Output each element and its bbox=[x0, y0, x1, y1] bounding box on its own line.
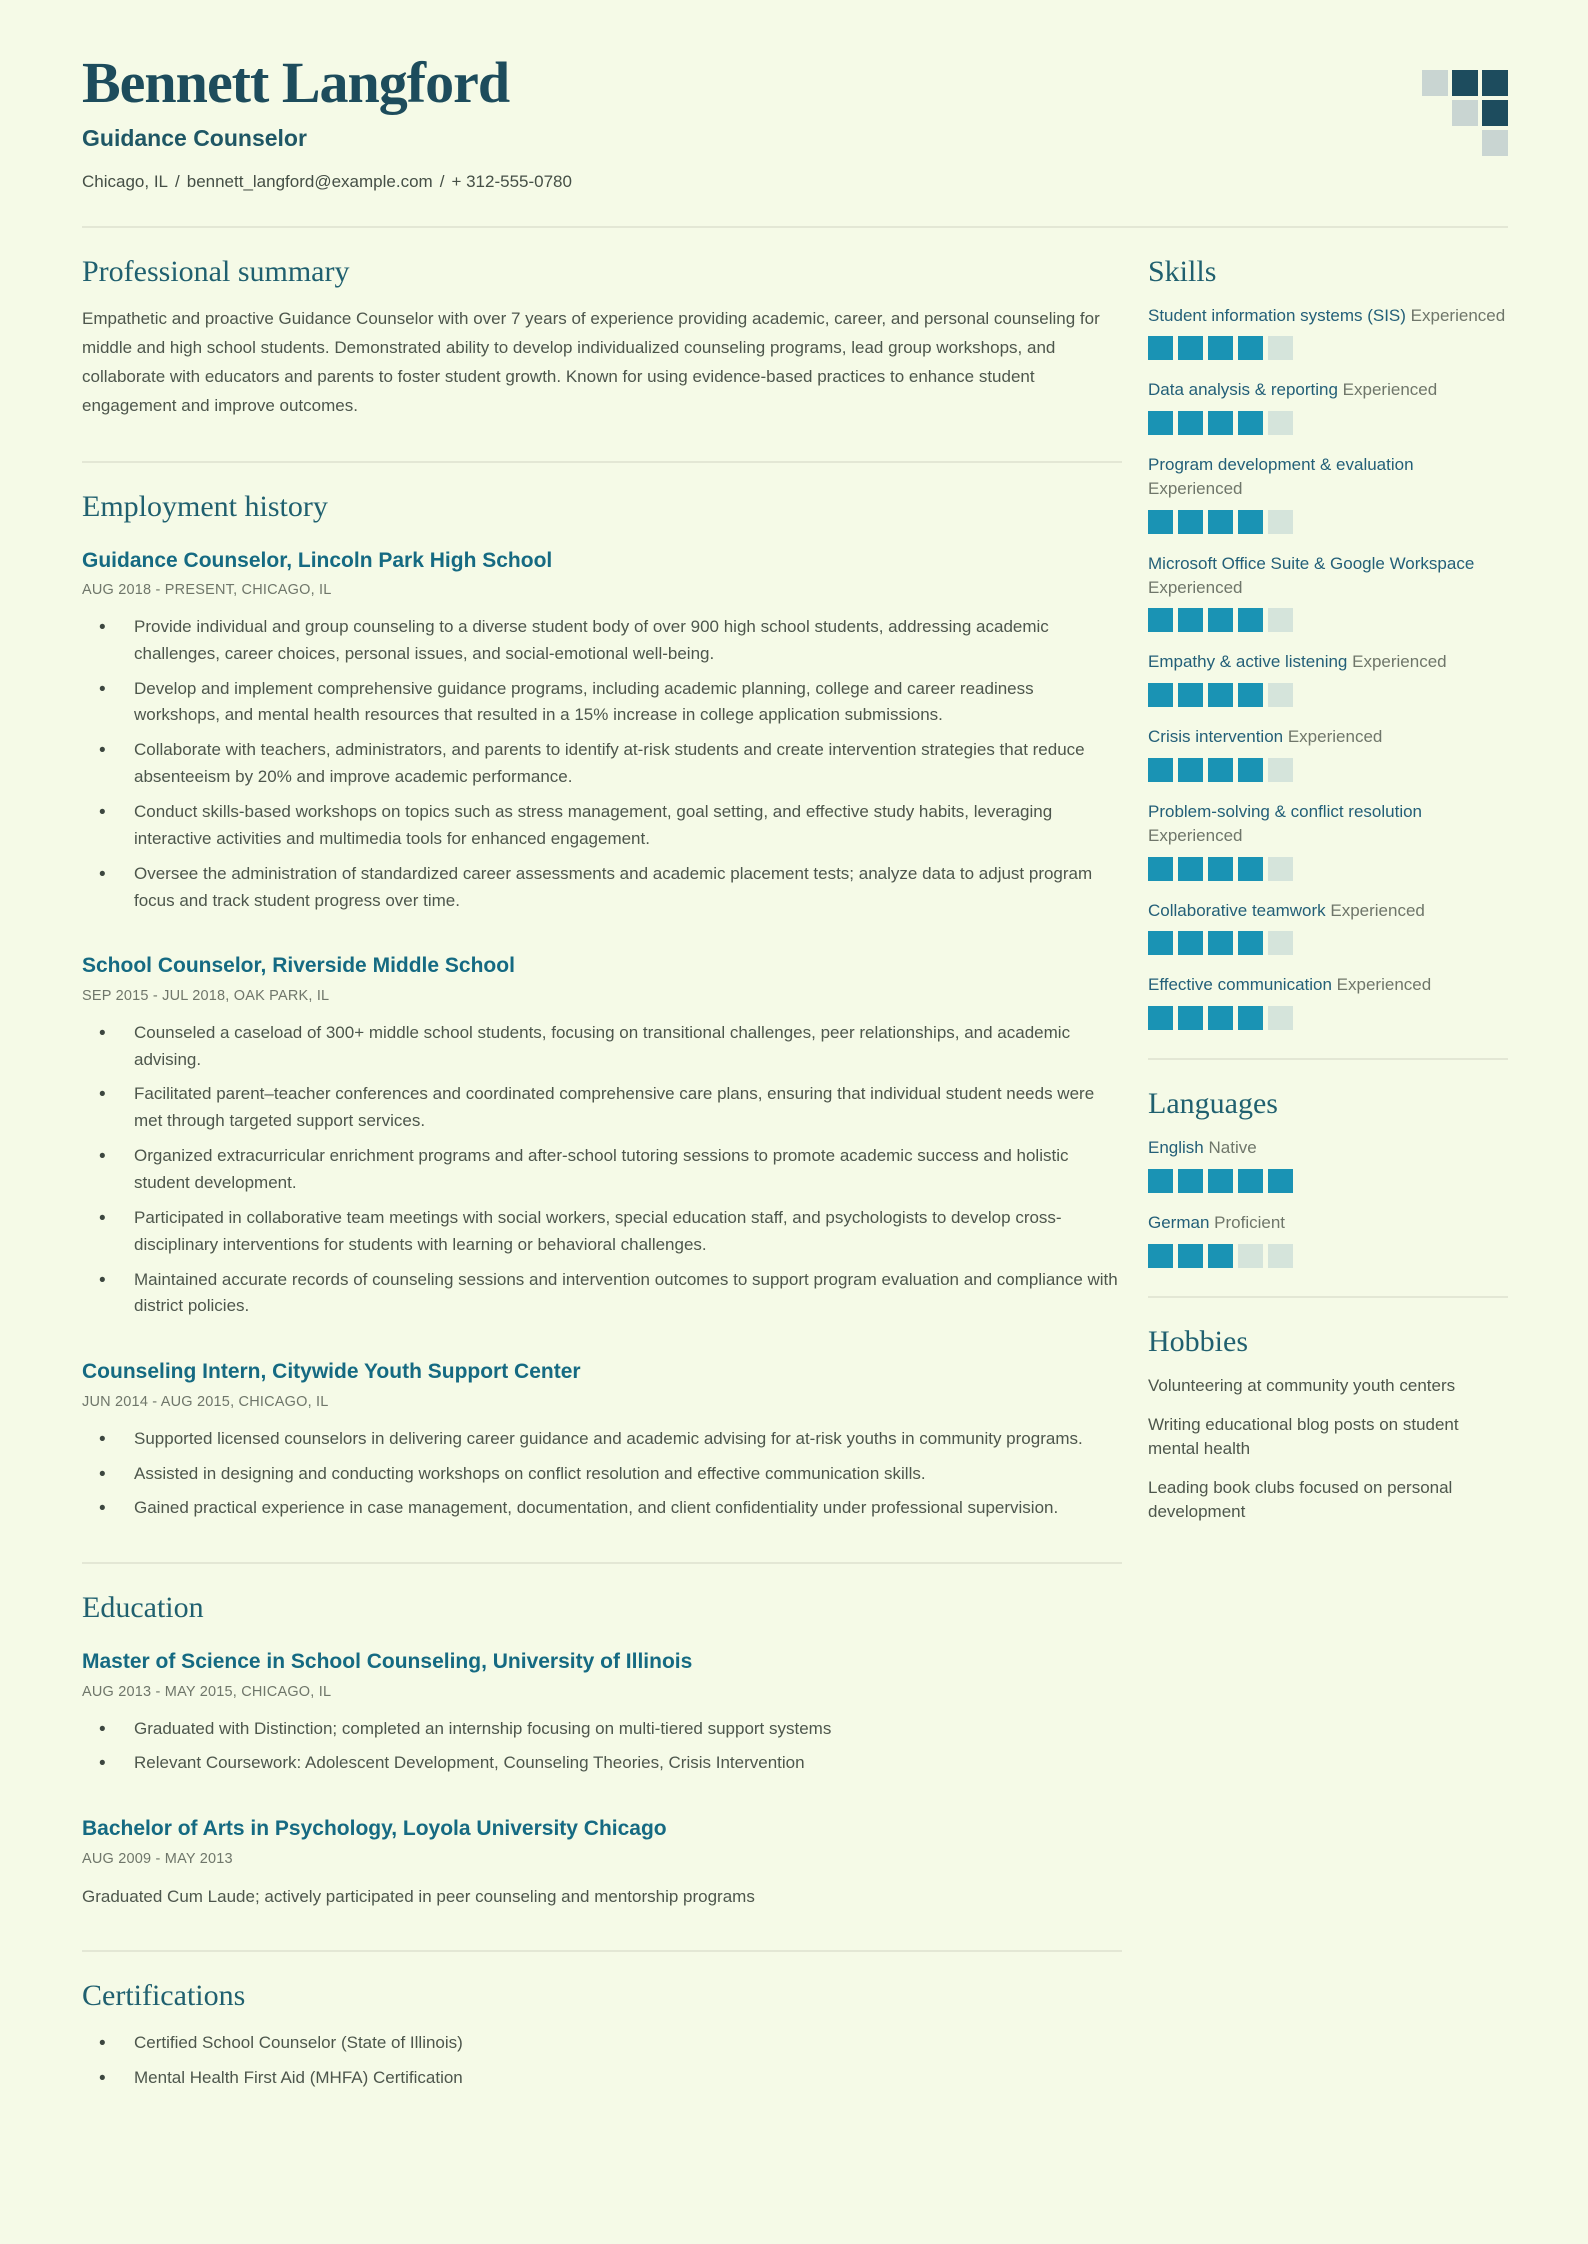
degree-dates: AUG 2009 - MAY 2013 bbox=[82, 1850, 233, 1867]
section-skills bbox=[1148, 254, 1508, 1031]
rating-cell bbox=[1208, 1244, 1233, 1268]
skill-item bbox=[1148, 453, 1508, 534]
bullet-item: • Supported licensed counselors in delivering career guidance and academic advising for at-risk youths in community programs. bbox=[82, 1426, 1122, 1453]
rating-cell bbox=[1208, 857, 1233, 881]
rating-cell bbox=[1148, 411, 1173, 435]
bullet-item: • Counseled a caseload of 300+ middle school students, focusing on transitional challenges, peer relationships, and academic advising. bbox=[82, 1020, 1122, 1074]
section-divider bbox=[82, 1950, 1122, 1952]
rating-cell bbox=[1238, 608, 1263, 632]
skill-rating-bar bbox=[1148, 510, 1508, 534]
bullet-item: • Participated in collaborative team meetings with social workers, special education staff, and psychologists to develop cross-disciplinary interventions for students with learning or behavioral challenges. bbox=[82, 1205, 1122, 1259]
skill-level: Experienced bbox=[1148, 825, 1243, 845]
skill-item bbox=[1148, 800, 1508, 881]
job-entry bbox=[82, 547, 1122, 915]
skill-name: Empathy & active listening bbox=[1148, 652, 1348, 672]
rating-cell bbox=[1268, 1169, 1293, 1193]
certification-list bbox=[82, 2030, 1122, 2092]
contact-email: bennett_langford@example.com bbox=[186, 171, 433, 191]
degree-title: Bachelor of Arts in Psychology, Loyola University Chicago bbox=[82, 1817, 667, 1841]
skill-rating-bar bbox=[1148, 758, 1508, 782]
logo-square bbox=[1452, 130, 1478, 156]
degree-title: Master of Science in School Counseling, University of Illinois bbox=[82, 1650, 693, 1674]
job-bullets bbox=[82, 1020, 1122, 1321]
rating-cell bbox=[1208, 411, 1233, 435]
contact-separator: / bbox=[439, 171, 445, 191]
rating-cell bbox=[1238, 510, 1263, 534]
bullet-item: • Facilitated parent–teacher conferences and coordinated comprehensive care plans, ensuring that individual student needs were met through targeted support services. bbox=[82, 1081, 1122, 1135]
skill-name: Crisis intervention bbox=[1148, 727, 1284, 747]
rating-cell bbox=[1238, 1244, 1263, 1268]
bullet-item: • Organized extracurricular enrichment programs and after-school tutoring sessions to promote academic success and holistic student development. bbox=[82, 1143, 1122, 1197]
rating-cell bbox=[1238, 758, 1263, 782]
section-hobbies bbox=[1148, 1324, 1508, 1525]
language-item bbox=[1148, 1136, 1508, 1193]
skill-item bbox=[1148, 552, 1508, 633]
bullet-item: • Mental Health First Aid (MHFA) Certification bbox=[82, 2065, 1122, 2092]
bullet-item: • Assisted in designing and conducting workshops on conflict resolution and effective communication skills. bbox=[82, 1461, 1122, 1488]
degree-bullets bbox=[82, 1716, 1122, 1778]
rating-cell bbox=[1178, 683, 1203, 707]
section-professional-summary bbox=[82, 254, 1122, 421]
section-heading: Education bbox=[82, 1591, 204, 1625]
rating-cell bbox=[1208, 1169, 1233, 1193]
language-level: Native bbox=[1208, 1138, 1257, 1158]
section-heading: Languages bbox=[1148, 1087, 1278, 1121]
section-employment-history bbox=[82, 489, 1122, 1523]
job-title: Counseling Intern, Citywide Youth Support Center bbox=[82, 1360, 581, 1384]
skill-rating-bar bbox=[1148, 857, 1508, 881]
rating-cell bbox=[1238, 683, 1263, 707]
person-name: Bennett Langford bbox=[82, 50, 510, 115]
skill-level: Experienced bbox=[1148, 479, 1243, 499]
skill-item bbox=[1148, 650, 1508, 707]
language-rating-bar bbox=[1148, 1244, 1508, 1268]
skill-name: Problem-solving & conflict resolution bbox=[1148, 802, 1423, 821]
skill-rating-bar bbox=[1148, 411, 1508, 435]
section-divider bbox=[82, 1562, 1122, 1564]
rating-cell bbox=[1268, 931, 1293, 955]
language-name: German bbox=[1148, 1212, 1210, 1232]
section-divider bbox=[1148, 1058, 1508, 1060]
rating-cell bbox=[1208, 510, 1233, 534]
rating-cell bbox=[1238, 857, 1263, 881]
bullet-item: • Maintained accurate records of counseling sessions and intervention outcomes to support program evaluation and compliance with district policies. bbox=[82, 1267, 1122, 1321]
skill-rating-bar bbox=[1148, 931, 1508, 955]
skill-rating-bar bbox=[1148, 1006, 1508, 1030]
section-heading: Certifications bbox=[82, 1978, 246, 2012]
section-languages bbox=[1148, 1086, 1508, 1268]
job-bullets bbox=[82, 614, 1122, 915]
rating-cell bbox=[1268, 683, 1293, 707]
skill-item bbox=[1148, 304, 1508, 361]
language-item bbox=[1148, 1211, 1508, 1268]
hobby-item: Writing educational blog posts on student mental health bbox=[1148, 1414, 1459, 1459]
bullet-item: • Collaborate with teachers, administrators, and parents to identify at-risk students and create intervention strategies that reduce absenteeism by 20% and improve academic performance. bbox=[82, 737, 1122, 791]
section-heading: Professional summary bbox=[82, 254, 350, 288]
section-heading: Skills bbox=[1148, 254, 1217, 288]
rating-cell bbox=[1178, 336, 1203, 360]
rating-cell bbox=[1178, 758, 1203, 782]
logo-square bbox=[1482, 100, 1508, 126]
rating-cell bbox=[1208, 608, 1233, 632]
rating-cell bbox=[1148, 510, 1173, 534]
job-entry bbox=[82, 952, 1122, 1320]
education-entry bbox=[82, 1815, 1122, 1909]
bullet-item: • Provide individual and group counseling to a diverse student body of over 900 high school students, addressing academic challenges, career choices, personal issues, and social-emotional well-being. bbox=[82, 614, 1122, 668]
skill-name: Microsoft Office Suite & Google Workspace bbox=[1148, 553, 1475, 573]
rating-cell bbox=[1238, 1169, 1263, 1193]
content-columns bbox=[82, 228, 1508, 2100]
rating-cell bbox=[1148, 683, 1173, 707]
section-education bbox=[82, 1590, 1122, 1910]
job-title: School Counselor, Riverside Middle School bbox=[82, 954, 515, 978]
bullet-item: • Oversee the administration of standardized career assessments and academic placement tests; analyze data to adjust program focus and track student progress over time. bbox=[82, 861, 1122, 915]
job-dates: JUN 2014 - AUG 2015, CHICAGO, IL bbox=[82, 1393, 329, 1410]
skill-item bbox=[1148, 378, 1508, 435]
bullet-item: • Gained practical experience in case management, documentation, and client confidentiality under professional supervision. bbox=[82, 1495, 1122, 1522]
section-certifications bbox=[82, 1978, 1122, 2092]
rating-cell bbox=[1178, 411, 1203, 435]
brand-logo-icon bbox=[1422, 70, 1508, 156]
rating-cell bbox=[1268, 510, 1293, 534]
skill-name: Student information systems (SIS) bbox=[1148, 305, 1406, 325]
hobby-item: Volunteering at community youth centers bbox=[1148, 1375, 1456, 1395]
skill-item bbox=[1148, 725, 1508, 782]
logo-square bbox=[1482, 130, 1508, 156]
skill-name: Program development & evaluation bbox=[1148, 455, 1414, 475]
skill-rating-bar bbox=[1148, 683, 1508, 707]
rating-cell bbox=[1178, 857, 1203, 881]
rating-cell bbox=[1268, 411, 1293, 435]
rating-cell bbox=[1268, 1244, 1293, 1268]
rating-cell bbox=[1148, 758, 1173, 782]
rating-cell bbox=[1268, 1006, 1293, 1030]
summary-text: Empathetic and proactive Guidance Counselor with over 7 years of experience providing academic, career, and personal counseling for middle and high school students. Demonstrated ability to develop individualized counseling programs, lead group workshops, and collaborate with educators and parents to foster student growth. Known for using evidence-based practices to enhance student engagement and improve outcomes. bbox=[82, 308, 1100, 416]
rating-cell bbox=[1268, 758, 1293, 782]
skill-name: Effective communication bbox=[1148, 975, 1332, 995]
logo-square bbox=[1422, 130, 1448, 156]
rating-cell bbox=[1238, 1006, 1263, 1030]
rating-cell bbox=[1238, 931, 1263, 955]
rating-cell bbox=[1178, 931, 1203, 955]
rating-cell bbox=[1148, 857, 1173, 881]
section-heading: Hobbies bbox=[1148, 1324, 1248, 1358]
contact-phone: + 312-555-0780 bbox=[451, 171, 572, 191]
rating-cell bbox=[1238, 411, 1263, 435]
contact-location: Chicago, IL bbox=[82, 171, 168, 191]
logo-square bbox=[1452, 70, 1478, 96]
rating-cell bbox=[1148, 1169, 1173, 1193]
skill-name: Collaborative teamwork bbox=[1148, 900, 1326, 920]
rating-cell bbox=[1268, 336, 1293, 360]
job-dates: SEP 2015 - JUL 2018, OAK PARK, IL bbox=[82, 987, 330, 1004]
rating-cell bbox=[1208, 758, 1233, 782]
job-dates: AUG 2018 - PRESENT, CHICAGO, IL bbox=[82, 581, 332, 598]
language-rating-bar bbox=[1148, 1169, 1508, 1193]
skill-rating-bar bbox=[1148, 336, 1508, 360]
degree-note: Graduated Cum Laude; actively participated in peer counseling and mentorship programs bbox=[82, 1886, 755, 1906]
rating-cell bbox=[1208, 1006, 1233, 1030]
job-entry bbox=[82, 1358, 1122, 1522]
header bbox=[82, 52, 1508, 192]
rating-cell bbox=[1178, 510, 1203, 534]
bullet-item: • Develop and implement comprehensive guidance programs, including academic planning, college and career readiness workshops, and mental health resources that resulted in a 15% increase in college application submissions. bbox=[82, 676, 1122, 730]
logo-square bbox=[1482, 70, 1508, 96]
hobby-item: Leading book clubs focused on personal development bbox=[1148, 1478, 1453, 1522]
bullet-item: • Relevant Coursework: Adolescent Development, Counseling Theories, Crisis Intervention bbox=[82, 1750, 1122, 1777]
rating-cell bbox=[1208, 931, 1233, 955]
section-divider bbox=[1148, 1296, 1508, 1298]
rating-cell bbox=[1148, 336, 1173, 360]
rating-cell bbox=[1178, 1244, 1203, 1268]
contact-separator: / bbox=[175, 171, 180, 191]
rating-cell bbox=[1208, 683, 1233, 707]
education-entry bbox=[82, 1648, 1122, 1777]
sidebar bbox=[1148, 228, 1508, 2100]
main-column bbox=[82, 228, 1122, 2100]
person-job-title: Guidance Counselor bbox=[82, 124, 307, 151]
job-bullets bbox=[82, 1426, 1122, 1523]
skill-item bbox=[1148, 899, 1508, 956]
rating-cell bbox=[1148, 1006, 1173, 1030]
skill-item bbox=[1148, 973, 1508, 1030]
skill-level: Experienced bbox=[1352, 652, 1447, 672]
skill-level: Experienced bbox=[1336, 975, 1432, 995]
bullet-item: • Graduated with Distinction; completed an internship focusing on multi-tiered support systems bbox=[82, 1716, 1122, 1743]
rating-cell bbox=[1268, 608, 1293, 632]
contact-line bbox=[82, 172, 1508, 192]
skill-name: Data analysis & reporting bbox=[1148, 380, 1338, 400]
skill-level: Experienced bbox=[1410, 305, 1506, 325]
bullet-item: • Certified School Counselor (State of Illinois) bbox=[82, 2030, 1122, 2057]
language-name: English bbox=[1148, 1138, 1204, 1158]
logo-square bbox=[1422, 70, 1448, 96]
skill-level: Experienced bbox=[1287, 727, 1383, 747]
rating-cell bbox=[1148, 608, 1173, 632]
language-level: Proficient bbox=[1214, 1212, 1286, 1232]
rating-cell bbox=[1178, 608, 1203, 632]
job-title: Guidance Counselor, Lincoln Park High School bbox=[82, 548, 553, 572]
rating-cell bbox=[1148, 1244, 1173, 1268]
skill-level: Experienced bbox=[1342, 380, 1438, 400]
rating-cell bbox=[1178, 1169, 1203, 1193]
rating-cell bbox=[1268, 857, 1293, 881]
logo-square bbox=[1452, 100, 1478, 126]
rating-cell bbox=[1208, 336, 1233, 360]
logo-square bbox=[1422, 100, 1448, 126]
section-divider bbox=[82, 461, 1122, 463]
section-heading: Employment history bbox=[82, 489, 328, 523]
skill-level: Experienced bbox=[1148, 577, 1243, 597]
skill-level: Experienced bbox=[1330, 900, 1425, 920]
rating-cell bbox=[1148, 931, 1173, 955]
skill-rating-bar bbox=[1148, 608, 1508, 632]
degree-dates: AUG 2013 - MAY 2015, CHICAGO, IL bbox=[82, 1683, 332, 1700]
bullet-item: • Conduct skills-based workshops on topics such as stress management, goal setting, and effective study habits, leveraging interactive activities and multimedia tools for enhanced engagement. bbox=[82, 799, 1122, 853]
rating-cell bbox=[1178, 1006, 1203, 1030]
rating-cell bbox=[1238, 336, 1263, 360]
